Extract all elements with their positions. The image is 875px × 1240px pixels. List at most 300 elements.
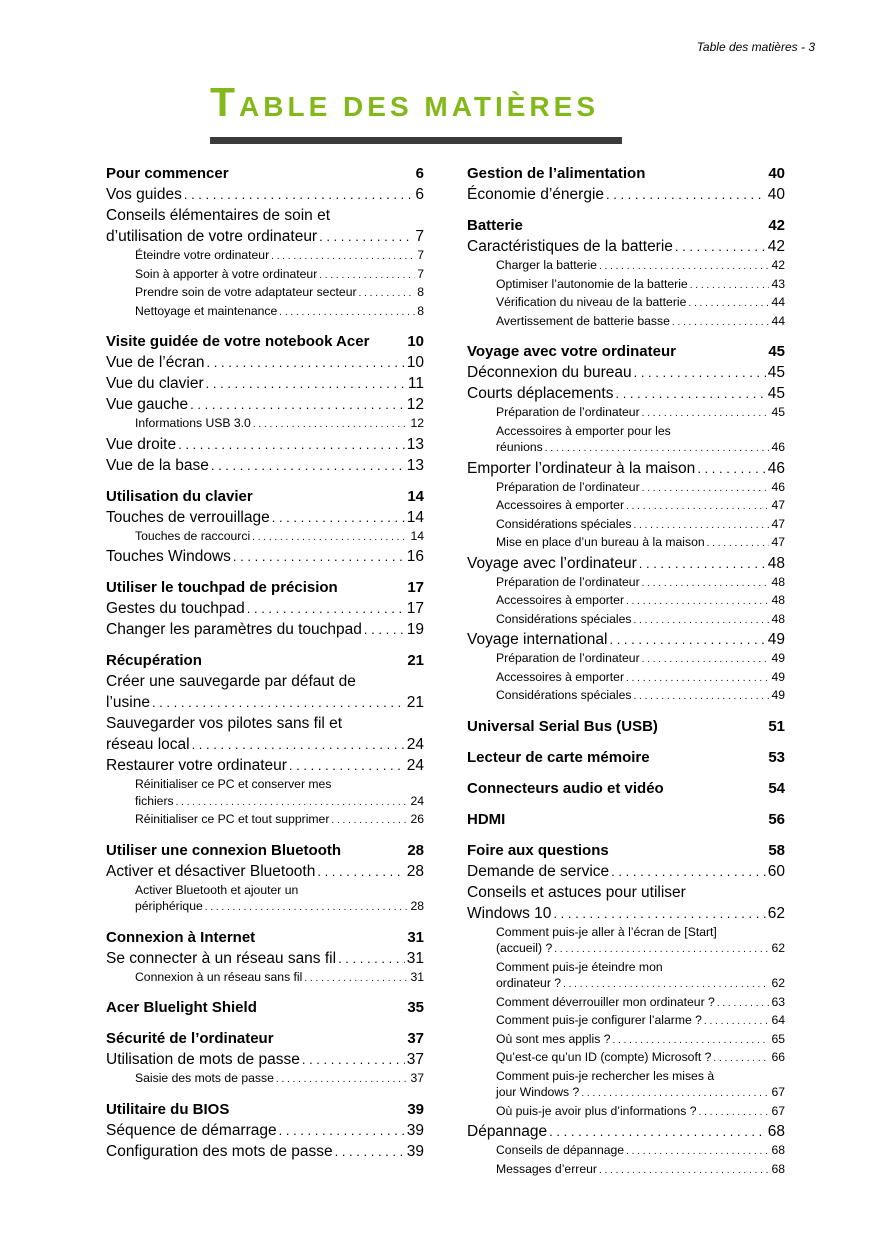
toc-entry-text-line1: Créer une sauvegarde par défaut de [106,673,356,690]
toc-entry[interactable] [106,266,424,285]
toc-entry[interactable] [106,619,424,640]
dot-leader [338,948,405,969]
toc-entry-text: Mise en place d’un bureau à la maison [496,535,705,549]
toc-entry-text: Touches de raccourci [135,528,251,543]
toc-section-heading[interactable] [106,998,424,1018]
toc-entry[interactable] [106,303,424,322]
toc-entry-text: Restaurer votre ordinateur [106,757,287,774]
toc-page-number: 39 [407,1100,424,1118]
toc-entry-wrapped[interactable] [467,959,785,994]
toc-entry[interactable] [467,276,785,295]
dot-leader [272,507,405,528]
toc-entry[interactable] [106,247,424,266]
toc-entry-text: Courts déplacements [467,385,614,402]
dot-leader [233,546,405,567]
toc-page-number: 58 [768,841,785,859]
toc-entry-text: Prendre soin de votre adaptateur secteur [135,285,357,299]
toc-page-number: 44 [771,313,785,328]
toc-page-number: 24 [406,757,424,774]
toc-page-number: 7 [417,248,424,262]
toc-page-number: 42 [767,238,785,255]
title-block [210,80,640,144]
toc-entry-wrapped[interactable] [106,776,424,811]
dot-leader [634,689,770,706]
toc-entry-wrapped[interactable] [467,423,785,458]
toc-entry-text: Préparation de l’ordinateur [496,405,640,419]
toc-entry[interactable] [106,948,424,969]
toc-page-number: 12 [410,416,424,430]
toc-entry-text-line1: Comment puis-je éteindre mon [496,959,663,974]
toc-page-number: 40 [767,186,785,203]
toc-entry-text: Accessoires à emporter [496,593,625,607]
toc-page-number: 45 [767,364,785,381]
dot-leader [707,536,770,553]
running-header: Table des matières - 3 [696,40,815,54]
toc-section-heading[interactable] [106,164,424,184]
toc-entry-text: Nettoyage et maintenance [135,303,278,318]
dot-leader [699,1105,770,1122]
toc-page-number: 62 [771,976,785,990]
toc-entry[interactable] [467,1031,785,1050]
toc-entry-text: Où sont mes applis ? [496,1031,611,1046]
dot-leader [331,813,408,830]
toc-entry[interactable] [467,1012,785,1031]
toc-entry-text: Déconnexion du bureau [467,364,632,381]
toc-page-number: 40 [768,165,785,182]
toc-right-column [467,164,785,1179]
toc-entry-text: Économie d’énergie [467,186,605,203]
toc-entry[interactable] [467,479,785,498]
dot-leader [319,226,413,247]
toc-page-number: 13 [406,456,424,474]
toc-entry-row [467,903,785,924]
toc-entry-text: Universal Serial Bus (USB) [467,717,658,735]
toc-entry-text: Acer Bluelight Shield [106,999,257,1016]
dot-leader [302,1049,405,1070]
dot-leader [545,441,770,458]
toc-entry-text: Préparation de l’ordinateur [496,479,640,494]
toc-page-number: 47 [771,516,785,531]
toc-entry-text: Se connecter à un réseau sans fil [106,949,337,967]
toc-section-heading[interactable] [467,216,785,236]
toc-entry[interactable] [467,1103,785,1122]
dot-leader [176,795,409,812]
dot-leader [675,236,766,257]
dot-leader [319,268,415,285]
toc-page-number: 31 [410,969,424,984]
toc-entry-row [106,692,424,713]
dot-leader [615,383,765,404]
toc-entry-row [106,734,424,755]
dot-leader [553,903,765,924]
toc-entry-text: Considérations spéciales [496,611,632,626]
toc-entry-text: Vue gauche [106,396,189,413]
toc-entry-text: Pour commencer [106,165,229,182]
toc-entry[interactable] [106,507,424,528]
toc-entry-text: Récupération [106,652,202,669]
toc-section-heading[interactable] [467,342,785,362]
toc-entry-text: Utiliser le touchpad de précision [106,579,338,596]
dot-leader [549,1121,766,1142]
toc-entry-text: Vos guides [106,186,182,203]
toc-entry-row [106,226,424,247]
toc-entry-text-line1: Activer Bluetooth et ajouter un [135,882,299,897]
toc-entry[interactable] [106,184,424,205]
toc-entry[interactable] [467,497,785,516]
dot-leader [252,530,408,547]
toc-page-number: 28 [406,862,424,880]
dot-leader [642,652,770,669]
toc-entry-wrapped[interactable] [467,1068,785,1103]
toc-entry-wrapped[interactable] [106,713,424,755]
toc-section-heading[interactable] [106,578,424,598]
dot-leader [247,598,405,619]
toc-page-number: 10 [407,333,424,350]
toc-entry[interactable] [106,546,424,567]
toc-entry[interactable] [467,1142,785,1161]
toc-section-heading[interactable] [106,1029,424,1049]
toc-entry[interactable] [467,516,785,535]
toc-entry-text: Saisie des mots de passe [135,1071,274,1085]
toc-entry-text: Comment puis-je configurer l’alarme ? [496,1013,702,1027]
toc-entry-text: Sécurité de l’ordinateur [106,1030,274,1047]
toc-entry[interactable] [467,184,785,205]
toc-entry-text: Demande de service [467,862,610,880]
toc-entry-row [135,793,424,812]
toc-entry-row [496,439,785,458]
toc-page-number: 46 [767,459,785,477]
toc-entry[interactable] [467,1049,785,1068]
toc-entry-text: jour Windows ? [496,1085,580,1099]
toc-entry-text: l’usine [106,694,150,711]
toc-entry[interactable] [467,611,785,630]
toc-entry[interactable] [106,528,424,547]
toc-section-heading[interactable] [467,164,785,184]
toc-entry[interactable] [106,455,424,476]
toc-page-number: 67 [771,1103,785,1118]
toc-page-number: 45 [767,385,785,402]
toc-entry-row [496,1084,785,1103]
toc-entry-text: Activer et désactiver Bluetooth [106,862,316,880]
toc-entry[interactable] [467,1121,785,1142]
toc-page-number: 39 [406,1142,424,1160]
toc-left-column [106,164,424,1162]
toc-page-number: 43 [771,276,785,291]
dot-leader [554,942,769,959]
dot-leader [563,977,769,994]
dot-leader [642,406,770,423]
toc-page-number: 8 [417,285,424,299]
toc-section-heading[interactable] [467,841,785,861]
toc-entry-text: Gestes du touchpad [106,600,245,617]
toc-page-number: 51 [768,717,785,735]
toc-entry-text: Charger la batterie [496,258,597,272]
toc-entry-text-line1: Accessoires à emporter pour les [496,423,671,438]
toc-entry-text: Utilisation du clavier [106,487,253,505]
toc-page-number: 24 [406,736,424,753]
toc-page-number: 21 [406,694,424,711]
toc-section-heading[interactable] [467,810,785,830]
toc-entry-wrapped[interactable] [106,671,424,713]
toc-entry-text: Optimiser l’autonomie de la batterie [496,276,688,291]
toc-entry-text: Soin à apporter à votre ordinateur [135,266,318,281]
toc-entry-text: Qu’est-ce qu’un ID (compte) Microsoft ? [496,1050,712,1064]
toc-entry[interactable] [106,373,424,394]
toc-entry-text: Considérations spéciales [496,516,632,531]
toc-page-number: 8 [417,303,424,318]
toc-entry[interactable] [106,284,424,303]
dot-leader [192,734,405,755]
toc-entry-text-line1: Conseils élémentaires de soin et [106,207,331,224]
page-title [210,80,640,129]
toc-entry-text: Gestion de l’alimentation [467,165,646,182]
dot-leader [626,594,769,611]
toc-entry[interactable] [106,755,424,776]
toc-entry[interactable] [467,294,785,313]
toc-section-heading[interactable] [106,1100,424,1120]
toc-entry[interactable] [106,352,424,373]
toc-entry-text: Vérification du niveau de la batterie [496,295,687,309]
toc-page-number: 24 [410,793,424,808]
dot-leader [178,434,405,455]
toc-page-number: 49 [767,631,785,648]
toc-page-number: 11 [407,375,424,392]
toc-page-number: 68 [771,1143,785,1157]
dot-leader [642,576,770,593]
dot-leader [634,613,770,630]
toc-page-number: 17 [406,600,424,617]
toc-entry-wrapped[interactable] [467,924,785,959]
toc-entry[interactable] [467,313,785,332]
toc-entry-text: Accessoires à emporter [496,498,625,512]
toc-entry-text: Configuration des mots de passe [106,1142,333,1160]
toc-entry[interactable] [467,629,785,650]
dot-leader [626,499,769,516]
toc-page-number: 46 [771,440,785,454]
toc-entry-text: Séquence de démarrage [106,1121,277,1139]
toc-page-number: 49 [771,669,785,684]
toc-entry-text-line1: Comment puis-je aller à l’écran de [Start] [496,924,717,939]
toc-section-heading[interactable] [106,841,424,861]
dot-leader [206,373,406,394]
toc-page-number: 14 [406,508,424,526]
toc-entry-text: Messages d’erreur [496,1161,597,1176]
toc-page-number: 62 [771,941,785,955]
toc-entry[interactable] [467,404,785,423]
toc-entry[interactable] [467,383,785,404]
toc-entry[interactable] [106,1120,424,1141]
toc-entry-text: HDMI [467,810,506,828]
toc-entry[interactable] [467,669,785,688]
toc-section-heading[interactable] [467,748,785,768]
toc-page-number: 37 [407,1030,424,1047]
toc-page-number: 47 [771,498,785,512]
toc-page-number: 6 [415,186,424,203]
toc-page-number: 42 [768,217,785,234]
toc-entry-text: Connexion à Internet [106,928,256,946]
toc-page-number: 7 [415,228,424,245]
toc-entry-text: Voyage international [467,631,608,648]
toc-entry-text: Vue de la base [106,456,209,474]
toc-entry-row [135,898,424,917]
toc-page-number: 53 [768,748,785,766]
dot-leader [271,249,415,266]
toc-section-heading[interactable] [106,487,424,507]
toc-page-number: 10 [406,354,424,371]
toc-entry-text: Batterie [467,217,523,234]
toc-entry-wrapped[interactable] [106,882,424,917]
toc-page-number: 49 [771,651,785,665]
toc-page-number: 21 [407,652,424,669]
toc-entry[interactable] [467,1161,785,1180]
toc-page-number: 6 [415,165,424,182]
toc-page-number: 49 [771,688,785,702]
toc-entry-text: Windows 10 [467,904,552,922]
toc-page-number: 28 [410,899,424,913]
toc-entry-text: Touches de verrouillage [106,508,270,526]
dot-leader [626,1144,769,1161]
dot-leader [688,296,769,313]
toc-entry[interactable] [106,1141,424,1162]
dot-leader [599,1163,770,1180]
toc-section-heading[interactable] [106,928,424,948]
toc-page-number: 63 [771,994,785,1009]
toc-page-number: 17 [407,579,424,596]
toc-entry-text: fichiers [135,793,174,808]
dot-leader [253,417,409,434]
dot-leader [317,861,404,882]
toc-page-number: 31 [406,949,424,967]
toc-entry[interactable] [467,592,785,611]
toc-entry-text: Où puis-je avoir plus d’informations ? [496,1103,697,1118]
toc-entry-text-line1: Sauvegarder vos pilotes sans fil et [106,715,343,732]
toc-entry-text: Utilitaire du BIOS [106,1100,230,1118]
toc-section-heading[interactable] [106,651,424,671]
toc-page-number: 31 [407,928,424,946]
toc-entry[interactable] [106,598,424,619]
toc-page-number: 65 [771,1031,785,1046]
toc-entry[interactable] [106,861,424,882]
toc-entry[interactable] [467,458,785,479]
toc-section-heading[interactable] [106,332,424,352]
toc-entry[interactable] [106,1049,424,1070]
toc-page-number: 47 [771,535,785,549]
dot-leader [335,1141,405,1162]
dot-leader [364,619,405,640]
dot-leader [599,259,769,276]
dot-leader [211,455,405,476]
dot-leader [642,481,770,498]
toc-entry-wrapped[interactable] [467,882,785,924]
toc-entry-text: Emporter l’ordinateur à la maison [467,459,696,477]
toc-entry[interactable] [106,1070,424,1089]
toc-entry-text: (accueil) ? [496,941,553,955]
toc-entry-text: Vue du clavier [106,375,204,392]
dot-leader [359,286,416,303]
toc-page-number: 48 [771,574,785,589]
toc-entry[interactable] [106,394,424,415]
toc-entry-text: Vue de l’écran [106,354,205,371]
toc-entry-text: Réinitialiser ce PC et tout supprimer [135,812,330,826]
toc-entry[interactable] [467,534,785,553]
toc-entry[interactable] [467,257,785,276]
toc-entry-text: Connecteurs audio et vidéo [467,779,664,797]
dot-leader [612,1033,769,1050]
toc-entry[interactable] [467,574,785,593]
toc-entry[interactable] [467,994,785,1013]
toc-entry-text: Lecteur de carte mémoire [467,748,650,766]
toc-entry-text: ordinateur ? [496,976,562,990]
dot-leader [713,1051,769,1068]
dot-leader [279,305,415,322]
toc-page-number: 64 [771,1013,785,1027]
dot-leader [207,352,405,373]
toc-page-number: 13 [406,435,424,453]
toc-entry-text: réunions [496,440,543,454]
toc-page-number: 56 [768,810,785,828]
toc-entry[interactable] [467,236,785,257]
toc-entry[interactable] [467,553,785,574]
toc-page-number: 54 [768,779,785,797]
dot-leader [276,1072,409,1089]
toc-entry-text-line1: Conseils et astuces pour utiliser [467,883,686,901]
toc-page-number: 39 [406,1121,424,1139]
title-rest: ABLE DES MATIÈRES [239,91,599,122]
toc-page-number: 42 [771,258,785,272]
dot-leader [626,671,769,688]
toc-entry-text: Changer les paramètres du touchpad [106,621,362,638]
toc-entry[interactable] [467,362,785,383]
dot-leader [205,900,409,917]
toc-entry[interactable] [106,969,424,988]
toc-page-number: 14 [407,487,424,505]
dot-leader [289,755,405,776]
toc-entry[interactable] [467,861,785,882]
toc-section-heading[interactable] [467,717,785,737]
toc-entry-text: Caractéristiques de la batterie [467,238,673,255]
toc-page-number: 48 [771,611,785,626]
dot-leader [581,1086,769,1103]
dot-leader [152,692,405,713]
toc-page-number: 67 [771,1085,785,1099]
toc-entry[interactable] [467,687,785,706]
toc-page-number: 48 [771,593,785,607]
toc-entry-text: réseau local [106,736,190,753]
toc-section-heading[interactable] [467,779,785,799]
toc-entry-text: Utiliser une connexion Bluetooth [106,841,342,859]
toc-page-number: 62 [767,904,785,922]
toc-entry-text: Accessoires à emporter [496,669,625,684]
toc-entry-row [496,940,785,959]
dot-leader [639,553,766,574]
dot-leader [184,184,414,205]
toc-entry-text: Touches Windows [106,548,231,565]
toc-page-number: 19 [406,621,424,638]
toc-entry[interactable] [467,650,785,669]
toc-entry-text: Voyage avec l’ordinateur [467,554,637,572]
toc-entry-text: Avertissement de batterie basse [496,313,670,328]
toc-entry[interactable] [106,434,424,455]
toc-page-number: 28 [407,841,424,859]
dot-leader [634,362,766,383]
toc-entry[interactable] [106,811,424,830]
toc-entry-wrapped[interactable] [106,205,424,247]
title-initial: T [210,79,240,125]
toc-entry[interactable] [106,415,424,434]
toc-page-number: 66 [771,1050,785,1064]
toc-page-number: 7 [417,266,424,281]
title-underline-bar [210,137,622,144]
